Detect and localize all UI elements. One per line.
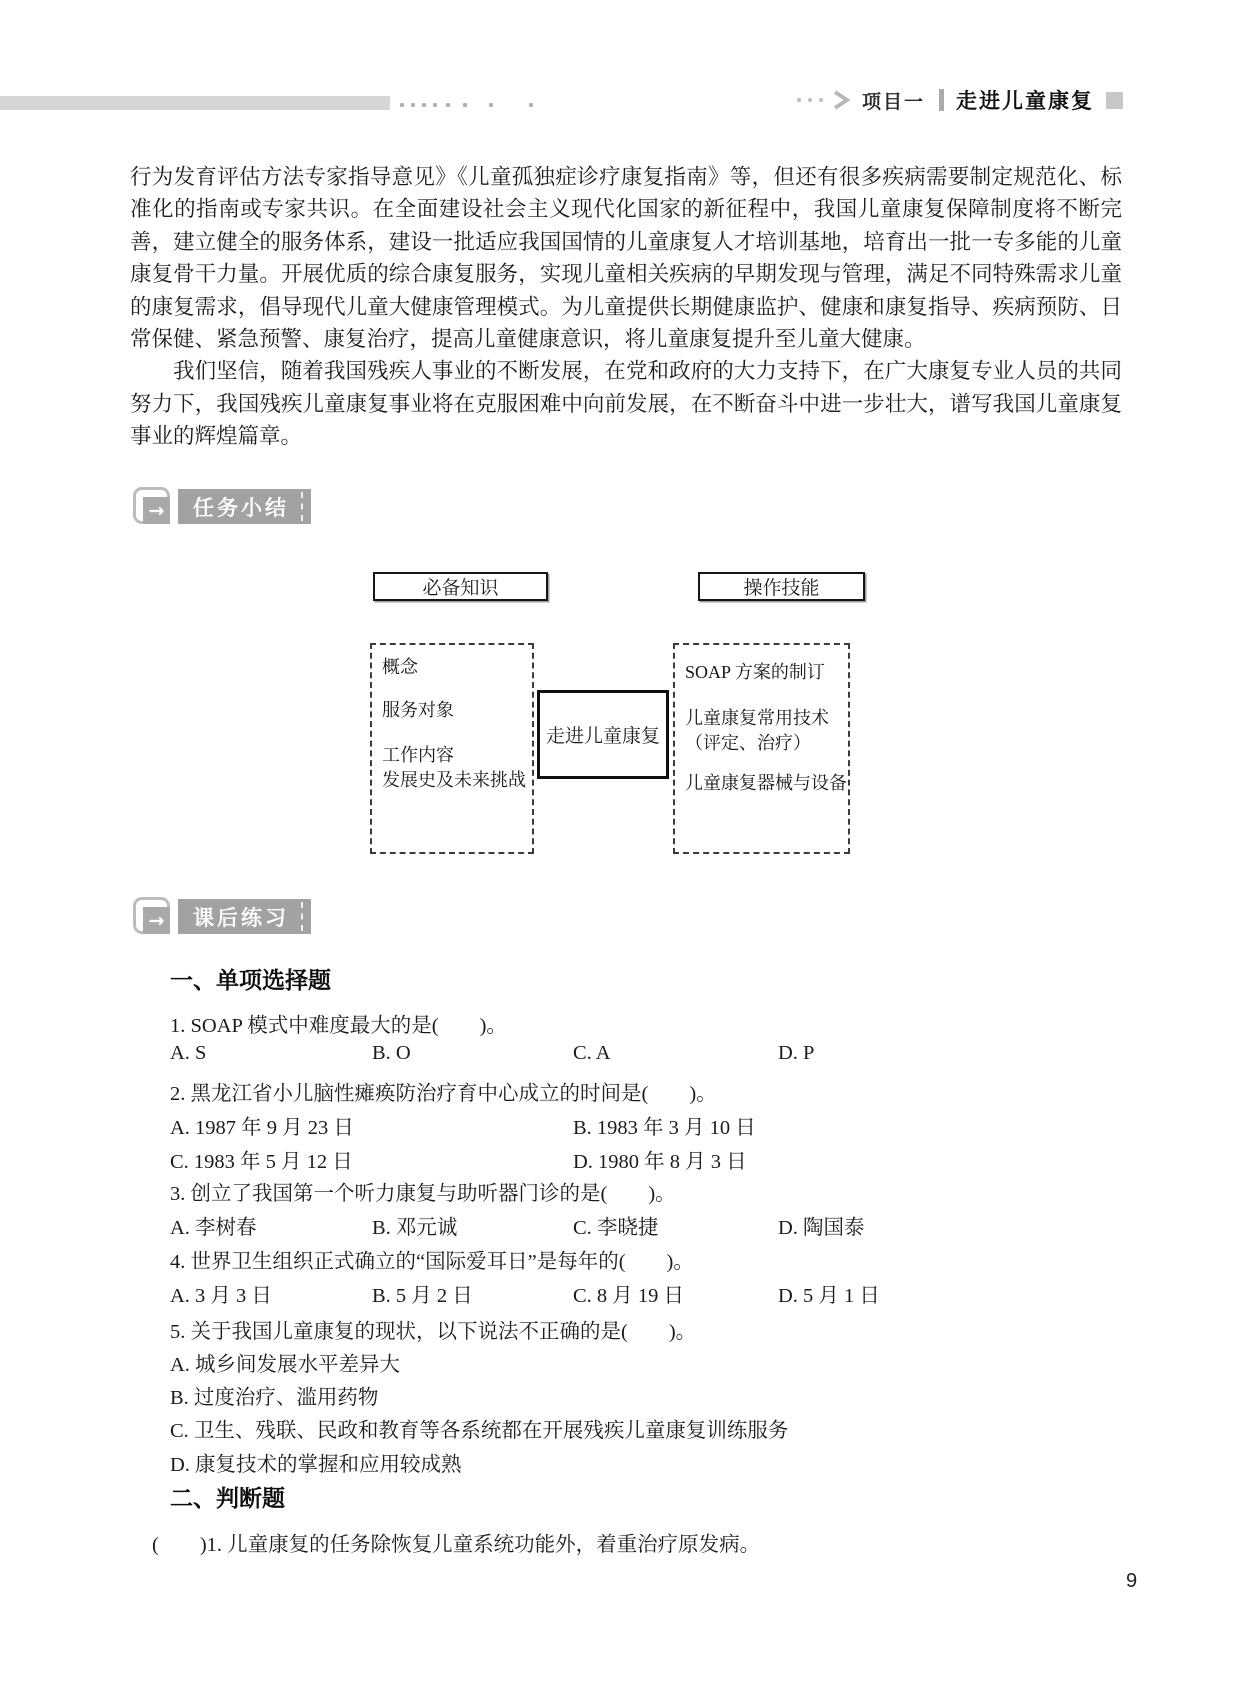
diagram-knowledge-list [370,643,534,854]
header-separator [939,89,944,111]
question-1: 1. SOAP 模式中难度最大的是( )。 [170,1015,507,1037]
header-square-marker [1106,92,1123,109]
option-c: C. A [573,1042,611,1064]
option-b: B. 邓元诚 [372,1217,458,1239]
task-summary-badge [133,487,311,524]
diagram-item: 工作内容 [382,745,454,765]
option-b: B. 过度治疗、滥用药物 [170,1387,379,1409]
header-gray-bar [0,96,390,110]
option-c: C. 8 月 19 日 [573,1285,685,1307]
question-1-options [0,1042,1245,1072]
judgement-question-1: ( )1. 儿童康复的任务除恢复儿童系统功能外，着重治疗原发病。 [152,1534,761,1556]
badge-dashed-divider [301,492,303,521]
body-text [130,161,1122,453]
diagram-item: （评定、治疗） [685,733,811,753]
arrow-right-icon: → [133,487,170,524]
badge-dashed-divider [301,902,303,931]
question-4-options [0,1278,1245,1308]
option-d: D. 康复技术的掌握和应用较成熟 [170,1454,462,1476]
page-number: 9 [1126,1570,1138,1592]
question-2: 2. 黑龙江省小儿脑性瘫痪防治疗育中心成立的时间是( )。 [170,1083,717,1105]
option-d: D. 1980 年 8 月 3 日 [573,1151,747,1173]
option-a: A. 城乡间发展水平差异大 [170,1354,401,1376]
diagram-item: SOAP 方案的制订 [685,662,825,682]
question-5: 5. 关于我国儿童康复的现状，以下说法不正确的是( )。 [170,1321,697,1343]
diagram-box-operation-skills: 操作技能 [698,572,865,601]
badge-label [178,899,311,934]
diagram-box-required-knowledge: 必备知识 [373,572,548,601]
diagram-center-box: 走进儿童康复 [537,690,669,779]
exercise-part1-heading: 一、单项选择题 [170,967,331,993]
question-2-options-row2 [0,1144,1245,1174]
question-4: 4. 世界卫生组织正式确立的“国际爱耳日”是每年的( )。 [170,1251,694,1273]
diagram-item: 儿童康复常用技术 [685,708,829,728]
paragraph: 行为发育评估方法专家指导意见》《儿童孤独症诊疗康复指南》等，但还有很多疾病需要制定规范化、标准化的指南或专家共识。在全面建设社会主义现代化国家的新征程中，我国儿童康复保障制度将不断完善，建立健全的服务体系，建设一批适应我国国情的儿童康复人才培训基地，培育出一批一专多能的儿童康复骨干力量。开展优质的综合康复服务，实现儿童相关疾病的早期发现与管理，满足不同特殊需求儿童的康复需求，倡导现代儿童大健康管理模式。为儿童提供长期健康监护、健康和康复指导、疾病预防、日常保健、紧急预警、康复治疗，提高儿童健康意识，将儿童康复提升至儿童大健康。 [130,165,1122,352]
diagram-skills-list [673,643,850,854]
option-d: D. P [778,1042,815,1064]
question-3-options [0,1210,1245,1240]
practice-badge [133,897,311,934]
option-c: C. 卫生、残联、民政和教育等各系统都在开展残疾儿童康复训练服务 [170,1420,789,1442]
diagram-item: 发展史及未来挑战 [382,770,526,790]
diagram-item: 儿童康复器械与设备 [685,773,847,793]
question-3: 3. 创立了我国第一个听力康复与助听器门诊的是( )。 [170,1183,676,1205]
ellipsis-dots-icon [790,98,823,102]
paragraph: 我们坚信，随着我国残疾人事业的不断发展，在党和政府的大力支持下，在广大康复专业人员的共同努力下，我国残疾儿童康复事业将在克服困难中向前发展，在不断奋斗中进一步壮大，谱写我国儿童康复事业的辉煌篇章。 [130,359,1122,449]
option-b: B. O [372,1042,411,1064]
badge-label-text: 任务小结 [193,496,289,520]
option-c: C. 李晓捷 [573,1217,659,1239]
badge-label [178,489,311,524]
option-a: A. S [170,1042,207,1064]
header-leader-dots [400,103,533,107]
chapter-label: 项目一 [861,91,925,113]
arrow-right-icon: → [133,897,170,934]
option-b: B. 5 月 2 日 [372,1285,473,1307]
badge-label-text: 课后练习 [193,906,289,930]
option-a: A. 1987 年 9 月 23 日 [170,1117,354,1139]
option-c: C. 1983 年 5 月 12 日 [170,1151,353,1173]
running-header [790,86,1123,114]
option-a: A. 3 月 3 日 [170,1285,272,1307]
question-2-options-row1 [0,1110,1245,1140]
option-d: D. 5 月 1 日 [778,1285,880,1307]
chevron-right-icon [833,90,850,110]
section-title: 走进儿童康复 [956,90,1094,113]
exercise-part2-heading: 二、判断题 [170,1485,285,1511]
option-b: B. 1983 年 3 月 10 日 [573,1117,756,1139]
diagram-item: 服务对象 [382,700,454,720]
diagram-item: 概念 [382,657,418,677]
option-d: D. 陶国泰 [778,1217,865,1239]
option-a: A. 李树春 [170,1217,257,1239]
